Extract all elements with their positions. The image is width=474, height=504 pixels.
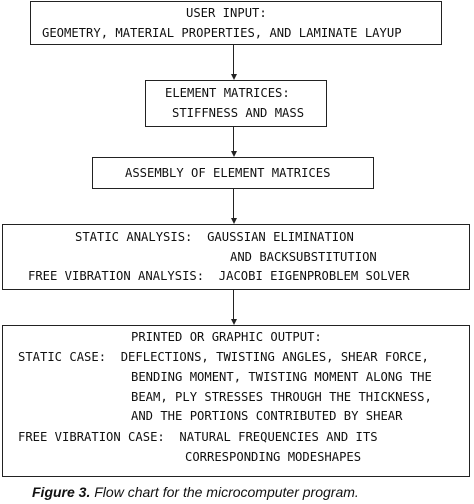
free-vibration-analysis-text: FREE VIBRATION ANALYSIS: JACOBI EIGENPROBLEM SOLVER [28, 269, 410, 283]
user-input-title: USER INPUT: [186, 6, 267, 20]
element-matrices-title: ELEMENT MATRICES: [165, 86, 290, 100]
element-matrices-detail: STIFFNESS AND MASS [172, 106, 305, 120]
figure-label: Figure 3. [32, 484, 91, 500]
static-case-line-3: BEAM, PLY STRESSES THROUGH THE THICKNESS, [131, 390, 432, 404]
output-title: PRINTED OR GRAPHIC OUTPUT: [131, 330, 322, 344]
connector-4 [233, 290, 234, 319]
figure-caption [32, 484, 359, 500]
free-vibration-case-line-2: CORRESPONDING MODESHAPES [185, 450, 362, 464]
backsubstitution-text: AND BACKSUBSTITUTION [230, 250, 377, 264]
user-input-detail: GEOMETRY, MATERIAL PROPERTIES, AND LAMINATE LAYUP [42, 26, 402, 40]
connector-3 [233, 189, 234, 218]
assembly-text: ASSEMBLY OF ELEMENT MATRICES [125, 166, 331, 180]
figure-caption-text: Flow chart for the microcomputer program. [90, 484, 359, 500]
static-case-line-1: STATIC CASE: DEFLECTIONS, TWISTING ANGLES, SHEAR FORCE, [18, 350, 429, 364]
free-vibration-case-line-1: FREE VIBRATION CASE: NATURAL FREQUENCIES AND ITS [18, 430, 378, 444]
static-case-line-4: AND THE PORTIONS CONTRIBUTED BY SHEAR [131, 409, 403, 423]
static-case-line-2: BENDING MOMENT, TWISTING MOMENT ALONG THE [131, 370, 432, 384]
connector-1 [233, 45, 234, 74]
static-analysis-text: STATIC ANALYSIS: GAUSSIAN ELIMINATION [75, 230, 354, 244]
connector-2 [233, 127, 234, 151]
